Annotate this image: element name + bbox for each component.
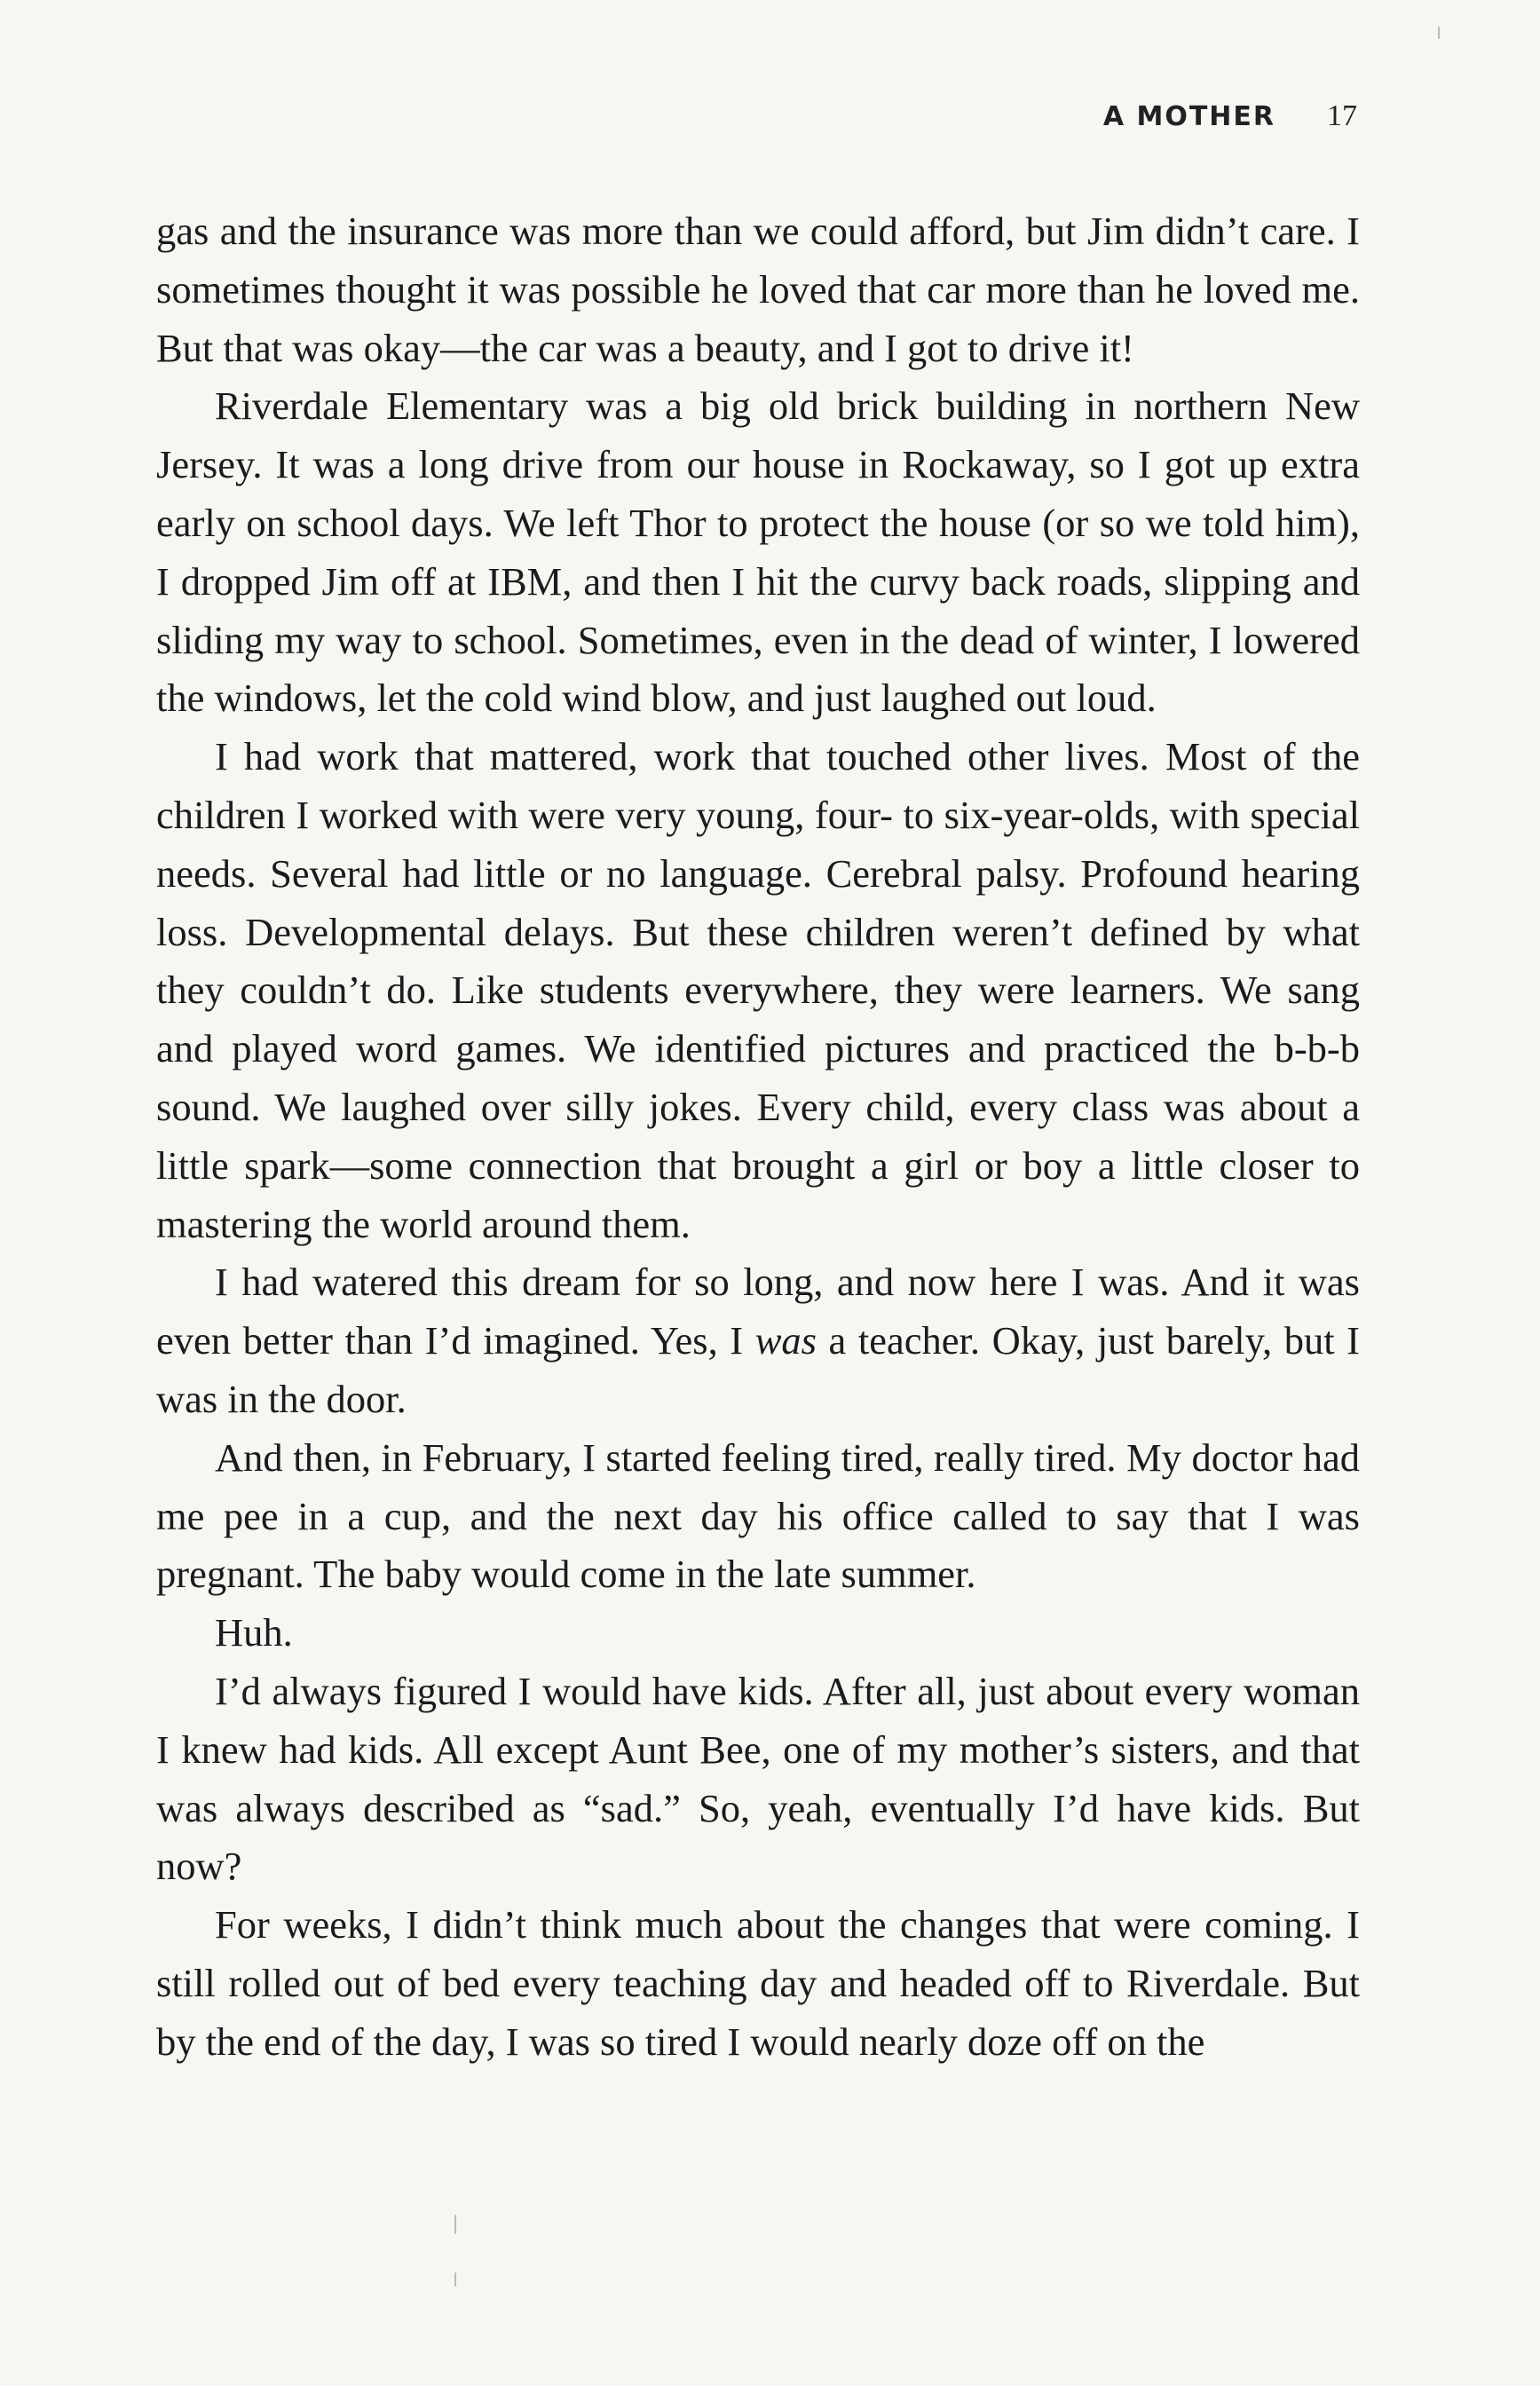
running-head [1103, 99, 1357, 133]
chapter-title: A MOTHER [1102, 101, 1275, 132]
paragraph-2: Riverdale Elementary was a big old brick building in northern New Jersey. It was a long drive from our house in Rockaway, so I got up extra early on school days. We left Thor to protect the house (or so we told him), I dropped Jim off at IBM, and then I hit the curvy back roads, slipping and sliding my way to school. Sometimes, even in the dead of winter, I lowered the windows, let the cold wind blow, and just laughed out loud. [156, 383, 1360, 721]
paragraph-3: I had work that mattered, work that touched other lives. Most of the children I worked with were very young, four- to six-year-olds, with special needs. Several had little or no language. Cerebral palsy. Profound hearing loss. Developmental delays. But these children weren’t defined by what they couldn’t do. Like students everywhere, they were learners. We sang and played word games. We identified pictures and practiced the b-b-b sound. We laughed over silly jokes. Every child, every class was about a little spark—some connection that brought a girl or boy a little closer to mastering the world around them. [156, 734, 1360, 1246]
paragraph-7: I’d always figured I would have kids. After all, just about every woman I knew had kids. All except Aunt Bee, one of my mother’s sisters, and that was always described as “sad.” So, yeah, eventually I’d have kids. But now? [156, 1668, 1360, 1889]
scan-speck [454, 2215, 456, 2234]
paragraph-6: Huh. [215, 1610, 293, 1655]
page-number: 17 [1327, 99, 1357, 132]
paragraph-4 [156, 1253, 1360, 1428]
paragraph-4-after: a teacher. Okay, just barely, but I was in the door. [156, 1318, 1360, 1421]
body-text [156, 202, 1360, 2072]
paragraph-4-before: I had watered this dream for so long, and now here I was. And it was even better than I’d imagined. Yes, I [156, 1260, 1360, 1363]
paragraph-5: And then, in February, I started feeling tired, really tired. My doctor had me pee in a cup, and the next day his office called to say that I was pregnant. The baby would come in the late summer. [156, 1434, 1360, 1597]
paragraph-1: gas and the insurance was more than we could afford, but Jim didn’t care. I sometimes thought it was possible he loved that car more than he loved me. But that was okay—the car was a beauty, and I got to drive it! [156, 209, 1360, 370]
scan-speck [454, 2272, 456, 2287]
paragraph-8: For weeks, I didn’t think much about the changes that were coming. I still rolled out of bed every teaching day and headed off to Riverdale. But by the end of the day, I was so tired I would nearly doze off on the [156, 1902, 1360, 2064]
scan-speck [1438, 27, 1440, 39]
emphasis-was: was [754, 1318, 817, 1363]
